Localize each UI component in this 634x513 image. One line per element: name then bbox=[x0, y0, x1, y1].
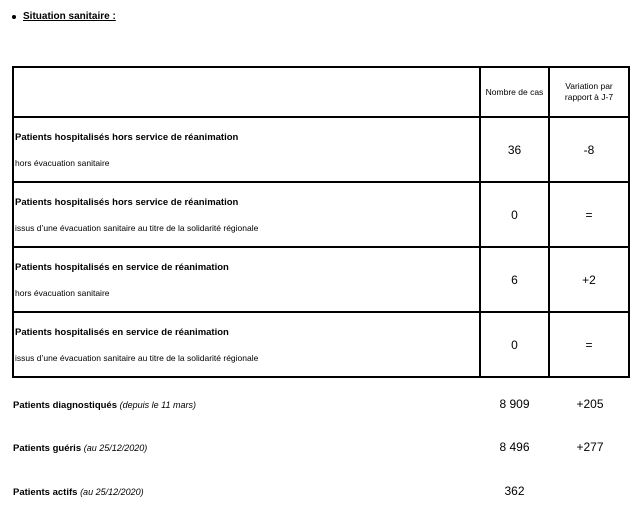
hospital-situation-table bbox=[12, 66, 630, 378]
summary-count: 8 496 bbox=[499, 440, 530, 454]
table-row bbox=[13, 117, 629, 182]
summary-label-wrap bbox=[13, 487, 144, 498]
row-label-cell bbox=[13, 182, 480, 247]
row-label-cell bbox=[13, 117, 480, 182]
row-variation: = bbox=[549, 182, 629, 247]
summary-note: (au 25/12/2020) bbox=[80, 487, 144, 497]
row-count: 6 bbox=[480, 247, 549, 312]
summary-note: (au 25/12/2020) bbox=[83, 443, 148, 453]
summary-label-wrap bbox=[13, 400, 196, 411]
row-variation: -8 bbox=[549, 117, 629, 182]
row-count: 0 bbox=[480, 312, 549, 377]
summary-variation: +277 bbox=[576, 440, 604, 454]
row-count: 36 bbox=[480, 117, 549, 182]
row-title: Patients hospitalisés hors service de réanimation bbox=[15, 131, 239, 143]
row-subtitle: issus d’une évacuation sanitaire au titre de la solidarité régionale bbox=[15, 352, 259, 363]
row-title: Patients hospitalisés en service de réanimation bbox=[15, 261, 229, 273]
row-label-cell bbox=[13, 247, 480, 312]
summary-count: 362 bbox=[504, 484, 525, 498]
section-title: Situation sanitaire : bbox=[23, 11, 116, 22]
row-variation: = bbox=[549, 312, 629, 377]
row-subtitle: issus d’une évacuation sanitaire au titre de la solidarité régionale bbox=[15, 222, 259, 233]
section-heading bbox=[12, 11, 116, 22]
row-subtitle: hors évacuation sanitaire bbox=[15, 287, 110, 298]
summary-label: Patients actifs bbox=[13, 487, 78, 498]
summary-note: (depuis le 11 mars) bbox=[119, 400, 197, 410]
summary-row-active bbox=[12, 484, 628, 504]
header-count-cell bbox=[480, 67, 549, 117]
summary-variation: +205 bbox=[576, 397, 604, 411]
summary-count: 8 909 bbox=[499, 397, 530, 411]
table-row bbox=[13, 247, 629, 312]
table-row bbox=[13, 312, 629, 377]
header-variation-cell bbox=[549, 67, 629, 117]
row-label-cell bbox=[13, 312, 480, 377]
header-empty-cell bbox=[13, 67, 480, 117]
header-variation-label: Variation par rapport à J-7 bbox=[564, 81, 614, 102]
header-count-label: Nombre de cas bbox=[485, 86, 544, 97]
table-header-row bbox=[13, 67, 629, 117]
row-variation: +2 bbox=[549, 247, 629, 312]
row-title: Patients hospitalisés hors service de réanimation bbox=[15, 196, 239, 208]
row-subtitle: hors évacuation sanitaire bbox=[15, 157, 110, 168]
row-title: Patients hospitalisés en service de réanimation bbox=[15, 326, 229, 338]
bullet-icon bbox=[12, 15, 16, 19]
summary-label: Patients diagnostiqués bbox=[13, 400, 117, 411]
row-count: 0 bbox=[480, 182, 549, 247]
summary-label-wrap bbox=[13, 443, 147, 454]
summary-row-diagnosed bbox=[12, 397, 628, 417]
table-row bbox=[13, 182, 629, 247]
summary-label: Patients guéris bbox=[13, 443, 82, 454]
summary-row-recovered bbox=[12, 440, 628, 460]
